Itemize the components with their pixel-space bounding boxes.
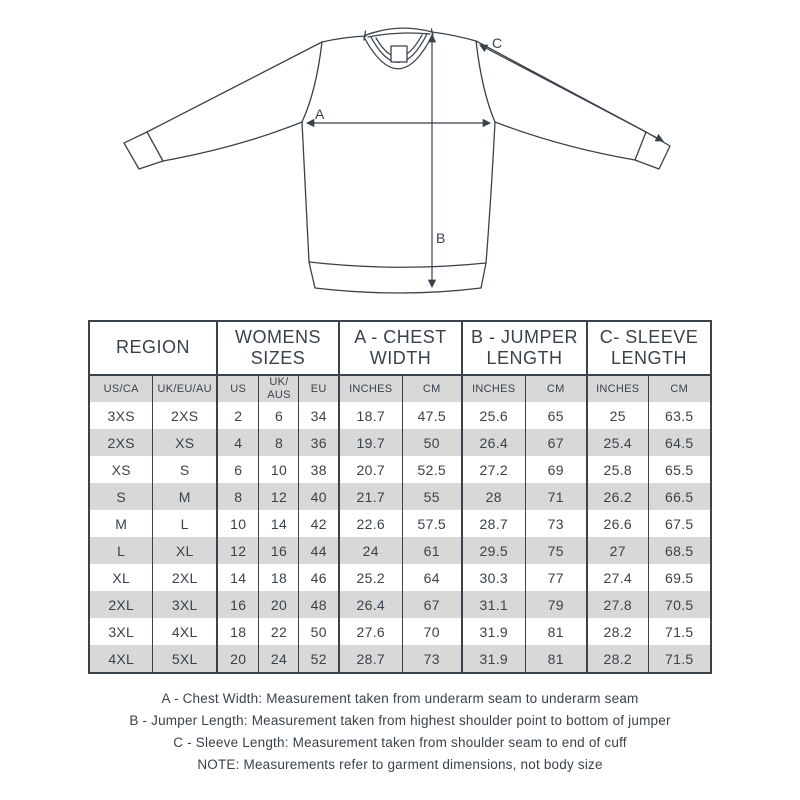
table-cell: 27.2 xyxy=(462,456,525,483)
hem-side-right xyxy=(481,263,486,288)
table-cell: 67 xyxy=(525,429,587,456)
table-row xyxy=(89,537,711,564)
table-cell: 64 xyxy=(402,564,462,591)
table-cell: 12 xyxy=(217,537,259,564)
table-cell: 46 xyxy=(299,564,339,591)
shoulder-left xyxy=(322,36,366,42)
table-cell: 10 xyxy=(259,456,299,483)
table-cell: 47.5 xyxy=(402,402,462,429)
group-header-jumper-length: B - JUMPER LENGTH xyxy=(462,321,587,375)
table-cell: 25 xyxy=(587,402,648,429)
table-cell: 10 xyxy=(217,510,259,537)
table-cell: 65.5 xyxy=(648,456,711,483)
cuff-left-seam xyxy=(147,132,163,161)
table-cell: L xyxy=(89,537,153,564)
table-cell: 18 xyxy=(217,618,259,645)
table-cell: 6 xyxy=(217,456,259,483)
hem-top xyxy=(309,262,486,267)
table-cell: 31.9 xyxy=(462,618,525,645)
table-cell: 81 xyxy=(525,645,587,673)
table-cell: 67 xyxy=(402,591,462,618)
table-cell: 2XS xyxy=(89,429,153,456)
table-cell: 75 xyxy=(525,537,587,564)
table-cell: 16 xyxy=(259,537,299,564)
table-cell: 14 xyxy=(217,564,259,591)
table-cell: 69 xyxy=(525,456,587,483)
arrow-a-label: A xyxy=(315,106,325,122)
measure-arrows xyxy=(307,35,663,287)
table-row xyxy=(89,456,711,483)
table-cell: 71.5 xyxy=(648,618,711,645)
cuff-right xyxy=(635,132,670,169)
body-side-right xyxy=(486,122,495,263)
table-cell: 26.2 xyxy=(587,483,648,510)
table-cell: 3XS xyxy=(89,402,153,429)
note-line: NOTE: Measurements refer to garment dimensions, not body size xyxy=(197,757,603,772)
table-cell: M xyxy=(89,510,153,537)
table-cell: XL xyxy=(153,537,217,564)
table-cell: 79 xyxy=(525,591,587,618)
group-header-chest-width: A - CHEST WIDTH xyxy=(339,321,462,375)
table-cell: L xyxy=(153,510,217,537)
table-cell: 44 xyxy=(299,537,339,564)
table-cell: 27.8 xyxy=(587,591,648,618)
sleeve-right-bottom xyxy=(495,122,635,160)
size-table xyxy=(88,320,712,674)
table-cell: 25.4 xyxy=(587,429,648,456)
jumper-outline xyxy=(124,28,670,293)
jumper-diagram xyxy=(0,0,800,314)
table-cell: 81 xyxy=(525,618,587,645)
table-row xyxy=(89,510,711,537)
table-cell: 27.4 xyxy=(587,564,648,591)
subheader-cell: UK/​AUS xyxy=(259,375,299,402)
table-cell: XS xyxy=(89,456,153,483)
group-header-womens-sizes: WOMENS SIZES xyxy=(217,321,339,375)
subheader-cell: US xyxy=(217,375,259,402)
table-cell: 71 xyxy=(525,483,587,510)
subheader-cell: CM xyxy=(402,375,462,402)
table-cell: 20.7 xyxy=(339,456,402,483)
cuff-right-seam xyxy=(635,132,646,160)
table-cell: 38 xyxy=(299,456,339,483)
subheader-cell: CM xyxy=(648,375,711,402)
table-group-header-row xyxy=(89,321,711,375)
note-line: A - Chest Width: Measurement taken from underarm seam to underarm seam xyxy=(161,691,639,706)
jumper-diagram-container xyxy=(0,0,800,314)
table-cell: 6 xyxy=(259,402,299,429)
table-cell: 69.5 xyxy=(648,564,711,591)
table-cell: 4XL xyxy=(89,645,153,673)
table-cell: 52 xyxy=(299,645,339,673)
table-cell: 26.6 xyxy=(587,510,648,537)
table-cell: XL xyxy=(89,564,153,591)
sleeve-left-top xyxy=(147,42,322,132)
table-row xyxy=(89,402,711,429)
table-cell: 29.5 xyxy=(462,537,525,564)
table-cell: 28.2 xyxy=(587,645,648,673)
table-row xyxy=(89,645,711,673)
hem-side-left xyxy=(309,262,315,288)
group-header-region: REGION xyxy=(89,321,217,375)
group-header-sleeve-length: C- SLEEVE LENGTH xyxy=(587,321,711,375)
subheader-cell: CM xyxy=(525,375,587,402)
subheader-cell: UK/​EU/​AU xyxy=(153,375,217,402)
subheader-cell: US/​CA xyxy=(89,375,153,402)
table-cell: 50 xyxy=(402,429,462,456)
table-cell: 21.7 xyxy=(339,483,402,510)
table-cell: 52.5 xyxy=(402,456,462,483)
table-cell: 40 xyxy=(299,483,339,510)
table-cell: 22 xyxy=(259,618,299,645)
table-cell: 12 xyxy=(259,483,299,510)
table-cell: 67.5 xyxy=(648,510,711,537)
subheader-cell: INCHES xyxy=(339,375,402,402)
table-cell: S xyxy=(153,456,217,483)
table-cell: 19.7 xyxy=(339,429,402,456)
table-cell: 5XL xyxy=(153,645,217,673)
table-cell: 20 xyxy=(259,591,299,618)
sleeve-left-bottom xyxy=(163,122,302,161)
table-cell: 28 xyxy=(462,483,525,510)
table-cell: 48 xyxy=(299,591,339,618)
table-cell: 30.3 xyxy=(462,564,525,591)
table-cell: 4XL xyxy=(153,618,217,645)
table-cell: 2 xyxy=(217,402,259,429)
subheader-cell: INCHES xyxy=(587,375,648,402)
table-cell: 18 xyxy=(259,564,299,591)
table-cell: 70.5 xyxy=(648,591,711,618)
table-cell: 25.8 xyxy=(587,456,648,483)
table-cell: 57.5 xyxy=(402,510,462,537)
table-cell: 50 xyxy=(299,618,339,645)
table-row xyxy=(89,483,711,510)
armhole-right xyxy=(476,41,495,122)
table-cell: 31.9 xyxy=(462,645,525,673)
table-cell: 25.6 xyxy=(462,402,525,429)
table-cell: S xyxy=(89,483,153,510)
arrow-c-label: C xyxy=(492,35,503,51)
notes xyxy=(0,688,800,776)
table-cell: 16 xyxy=(217,591,259,618)
table-cell: 2XL xyxy=(153,564,217,591)
size-table-body xyxy=(89,402,711,673)
table-cell: 18.7 xyxy=(339,402,402,429)
table-cell: 26.4 xyxy=(462,429,525,456)
table-cell: 14 xyxy=(259,510,299,537)
table-cell: 63.5 xyxy=(648,402,711,429)
table-cell: 28.7 xyxy=(339,645,402,673)
table-cell: M xyxy=(153,483,217,510)
arrow-b-label: B xyxy=(436,230,446,246)
table-row xyxy=(89,591,711,618)
table-cell: 64.5 xyxy=(648,429,711,456)
table-cell: 31.1 xyxy=(462,591,525,618)
subheader-cell: INCHES xyxy=(462,375,525,402)
table-cell: 27 xyxy=(587,537,648,564)
table-cell: 2XS xyxy=(153,402,217,429)
table-cell: 25.2 xyxy=(339,564,402,591)
table-cell: 68.5 xyxy=(648,537,711,564)
neck-label xyxy=(391,46,407,62)
table-row xyxy=(89,618,711,645)
table-cell: 8 xyxy=(259,429,299,456)
table-cell: 77 xyxy=(525,564,587,591)
table-cell: 22.6 xyxy=(339,510,402,537)
table-cell: XS xyxy=(153,429,217,456)
table-cell: 24 xyxy=(339,537,402,564)
table-cell: 66.5 xyxy=(648,483,711,510)
table-cell: 65 xyxy=(525,402,587,429)
table-cell: 34 xyxy=(299,402,339,429)
hem-bottom xyxy=(315,288,481,293)
table-cell: 70 xyxy=(402,618,462,645)
table-cell: 36 xyxy=(299,429,339,456)
table-cell: 73 xyxy=(402,645,462,673)
table-cell: 73 xyxy=(525,510,587,537)
table-row xyxy=(89,429,711,456)
table-cell: 28.2 xyxy=(587,618,648,645)
table-cell: 8 xyxy=(217,483,259,510)
note-line: C - Sleeve Length: Measurement taken from shoulder seam to end of cuff xyxy=(173,735,627,750)
subheader-cell: EU xyxy=(299,375,339,402)
table-cell: 61 xyxy=(402,537,462,564)
table-cell: 71.5 xyxy=(648,645,711,673)
table-cell: 28.7 xyxy=(462,510,525,537)
table-subheader-row xyxy=(89,375,711,402)
table-cell: 3XL xyxy=(89,618,153,645)
table-cell: 26.4 xyxy=(339,591,402,618)
shoulder-right xyxy=(432,32,476,41)
note-line: B - Jumper Length: Measurement taken from highest shoulder point to bottom of jumper xyxy=(129,713,671,728)
table-cell: 20 xyxy=(217,645,259,673)
table-cell: 2XL xyxy=(89,591,153,618)
table-cell: 27.6 xyxy=(339,618,402,645)
table-cell: 3XL xyxy=(153,591,217,618)
table-cell: 42 xyxy=(299,510,339,537)
table-cell: 24 xyxy=(259,645,299,673)
table-row xyxy=(89,564,711,591)
table-cell: 4 xyxy=(217,429,259,456)
table-cell: 55 xyxy=(402,483,462,510)
body-side-left xyxy=(302,122,309,262)
